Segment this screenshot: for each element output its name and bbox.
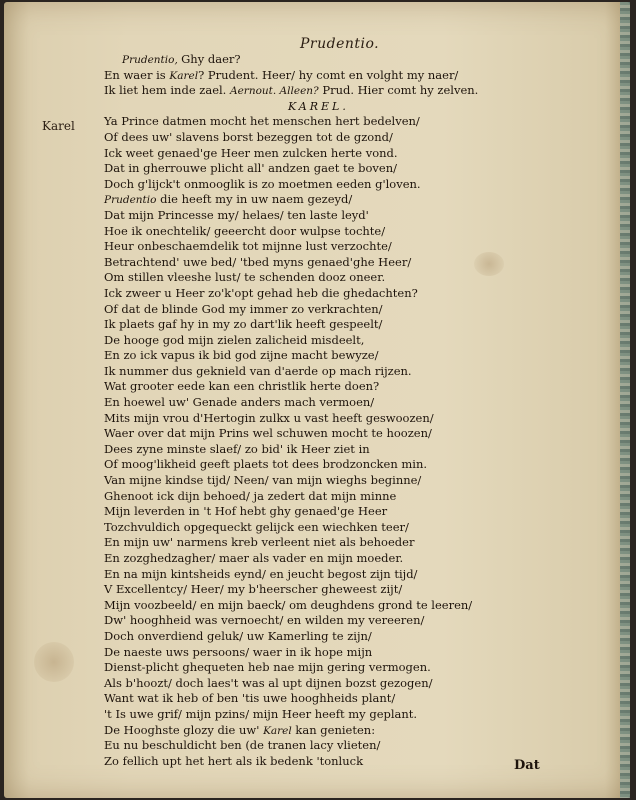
verse-lines xyxy=(104,52,504,769)
verse-line-text: En zozghedzagher/ maer als vader en mijn moeder. xyxy=(104,551,404,565)
verse-line-text: Als b'hoozt/ doch laes't was al upt dijnen bozst gezogen/ xyxy=(104,675,433,690)
verse-line xyxy=(104,551,504,567)
verse-line-text: En na mijn kintsheids eynd/ en jeucht begost zijn tijd/ xyxy=(104,566,418,581)
verse-line xyxy=(104,302,504,318)
page-edge xyxy=(620,2,630,798)
verse-line xyxy=(104,504,504,520)
verse-line-text: Ik plaets gaf hy in my zo dart'lik heeft gespeelt/ xyxy=(104,317,383,332)
verse-line-text: Om stillen vleeshe lust/ te schenden dooz oneer. xyxy=(104,270,386,285)
verse-line-text: Ik nummer dus geknield van d'aerde op mach rijzen. xyxy=(104,363,412,378)
verse-line xyxy=(104,177,504,193)
verse-line-text: Doch onverdiend geluk/ uw Kamerling te zijn/ xyxy=(104,628,372,643)
verse-line-text: Wat grooter eede kan een christlik herte doen? xyxy=(104,379,380,394)
verse-line xyxy=(104,99,504,115)
verse-line-text: Dat in gherrouwe plicht all' andzen gaet te boven/ xyxy=(104,161,397,176)
verse-line-text: Van mijne kindse tijd/ Neen/ van mijn wieghs beginne/ xyxy=(104,473,422,488)
verse-line-text: Karel xyxy=(169,69,199,82)
verse-line xyxy=(104,520,504,536)
verse-line-text: Karel xyxy=(263,724,292,737)
verse-line xyxy=(104,348,504,364)
verse-line xyxy=(104,567,504,583)
verse-line-text: Eu nu beschuldicht ben (de tranen lacy vlieten/ xyxy=(104,738,381,753)
verse-line-text: Prudentio, xyxy=(122,54,182,66)
verse-line xyxy=(104,535,504,551)
verse-line xyxy=(104,598,504,614)
verse-line-text: Prud. Hier comt hy zelven. xyxy=(318,83,479,98)
verse-line xyxy=(104,161,504,177)
verse-line xyxy=(104,457,504,473)
verse-line-text: Ya Prince datmen mocht het menschen hert bedelven/ xyxy=(104,114,420,129)
verse-line xyxy=(104,114,504,130)
verse-line-text: En hoewel uw' Genade anders mach vermoen/ xyxy=(104,395,375,410)
verse-line xyxy=(104,426,504,442)
verse-line-text: Prudentio xyxy=(104,194,157,207)
verse-line xyxy=(104,83,504,99)
verse-line-text: Dienst-plicht ghequeten heb nae mijn gering vermogen. xyxy=(104,660,431,675)
verse-line xyxy=(104,707,504,723)
verse-line-text: Dat mijn Princesse my/ helaes/ ten laste leyd' xyxy=(104,207,369,222)
verse-line xyxy=(104,192,504,208)
verse-line-text: Mijn leverden in 't Hof hebt ghy genaed'ge Heer xyxy=(104,504,388,519)
verse-line-text: De hooge god mijn zielen zalicheid misdeelt, xyxy=(104,332,365,347)
verse-line xyxy=(104,239,504,255)
catchword: Dat xyxy=(514,758,540,773)
verse-line xyxy=(104,317,504,333)
verse-line-text: Dw' hooghheid was vernoecht/ en wilden my vereeren/ xyxy=(104,613,425,628)
verse-line xyxy=(104,442,504,458)
verse-line-text: Dees zyne minste slaef/ zo bid' ik Heer ziet in xyxy=(104,441,370,456)
verse-line-text: En waer is xyxy=(104,67,170,82)
verse-line xyxy=(104,489,504,505)
verse-line xyxy=(104,473,504,489)
verse-line xyxy=(104,691,504,707)
verse-line xyxy=(104,146,504,162)
verse-line-text: Ick weet genaed'ge Heer men zulcken herte vond. xyxy=(104,145,398,160)
verse-line xyxy=(104,754,504,770)
verse-line-text: Zo fellich upt het hert als ik bedenk 'tonluck xyxy=(104,753,364,768)
verse-line-text: Tozchvuldich opgequeckt gelijck een wiechken teer/ xyxy=(104,519,409,534)
verse-line-text: Ghy daer? xyxy=(181,52,241,66)
verse-line-text: Doch g'lijck't onmooglik is zo moetmen eeden g'loven. xyxy=(104,176,421,191)
verse-line-text: die heeft my in uw naem gezeyd/ xyxy=(156,192,353,207)
verse-line-text: Of moog'likheid geeft plaets tot dees brodzoncken min. xyxy=(104,457,428,472)
verse-line xyxy=(104,52,504,68)
verse-line-text: Betrachtend' uwe bed/ 'tbed myns genaed'ghe Heer/ xyxy=(104,254,412,269)
verse-line xyxy=(104,660,504,676)
verse-line xyxy=(104,270,504,286)
verse-line xyxy=(104,208,504,224)
verse-line-text: Of dat de blinde God my immer zo verkrachten/ xyxy=(104,301,383,316)
verse-line-text: Heur onbeschaemdelik tot mijnne lust verzochte/ xyxy=(104,239,392,254)
verse-line xyxy=(104,224,504,240)
verse-line-text: Aernout. Alleen? xyxy=(230,85,319,98)
verse-line-text: En mijn uw' narmens kreb verleent niet als behoeder xyxy=(104,535,415,550)
verse-line-text: De Hooghste glozy die uw' xyxy=(104,722,264,737)
verse-line-text: Ick zweer u Heer zo'k'opt gehad heb die ghedachten? xyxy=(104,285,418,300)
verse-line-text: Of dees uw' slavens borst bezeggen tot de gzond/ xyxy=(104,129,393,144)
verse-line xyxy=(104,411,504,427)
verse-line-text: De naeste uws persoons/ waer in ik hope mijn xyxy=(104,644,373,659)
verse-line-text: kan genieten: xyxy=(291,722,376,737)
running-head: Prudentio. xyxy=(300,36,380,52)
verse-line xyxy=(104,645,504,661)
verse-line-text: Mijn voozbeeld/ en mijn baeck/ om deughdens grond te leeren/ xyxy=(104,597,473,612)
verse-line xyxy=(104,68,504,84)
verse-line xyxy=(104,629,504,645)
verse-line xyxy=(104,395,504,411)
verse-line-text: En zo ick vapus ik bid god zijne macht bewyze/ xyxy=(104,348,379,363)
verse-line-text: Hoe ik onechtelik/ geeercht door wulpse tochte/ xyxy=(104,223,386,238)
verse-line xyxy=(104,130,504,146)
verse-line-text: Ik liet hem inde zael. xyxy=(104,83,230,98)
verse-line-text: Mits mijn vrou d'Hertogin zulkx u vast heeft geswoozen/ xyxy=(104,410,434,425)
verse-line xyxy=(104,379,504,395)
verse-line xyxy=(104,723,504,739)
speaker-tag: Karel xyxy=(42,119,75,133)
verse-line xyxy=(104,738,504,754)
verse-line xyxy=(104,255,504,271)
paper-stain xyxy=(34,642,74,682)
verse-line-text: Ghenoot ick dijn behoed/ ja zedert dat mijn minne xyxy=(104,488,397,503)
verse-line xyxy=(104,364,504,380)
verse-line xyxy=(104,286,504,302)
verse-line-text: V Excellentcy/ Heer/ my b'heerscher gheweest zijt/ xyxy=(104,582,403,597)
verse-line xyxy=(104,333,504,349)
verse-line xyxy=(104,582,504,598)
verse-line-text: Want wat ik heb of ben 'tis uwe hooghheids plant/ xyxy=(104,691,396,706)
verse-line-text: Waer over dat mijn Prins wel schuwen mocht te hoozen/ xyxy=(104,426,432,441)
verse-line xyxy=(104,613,504,629)
verse-line xyxy=(104,676,504,692)
verse-line-text: 't Is uwe grif/ mijn pzins/ mijn Heer heeft my geplant. xyxy=(104,706,418,721)
verse-line-text: KAREL. xyxy=(288,99,349,113)
book-page xyxy=(4,2,630,798)
verse-line-text: ? Prudent. Heer/ hy comt en volght my naer/ xyxy=(198,67,459,82)
